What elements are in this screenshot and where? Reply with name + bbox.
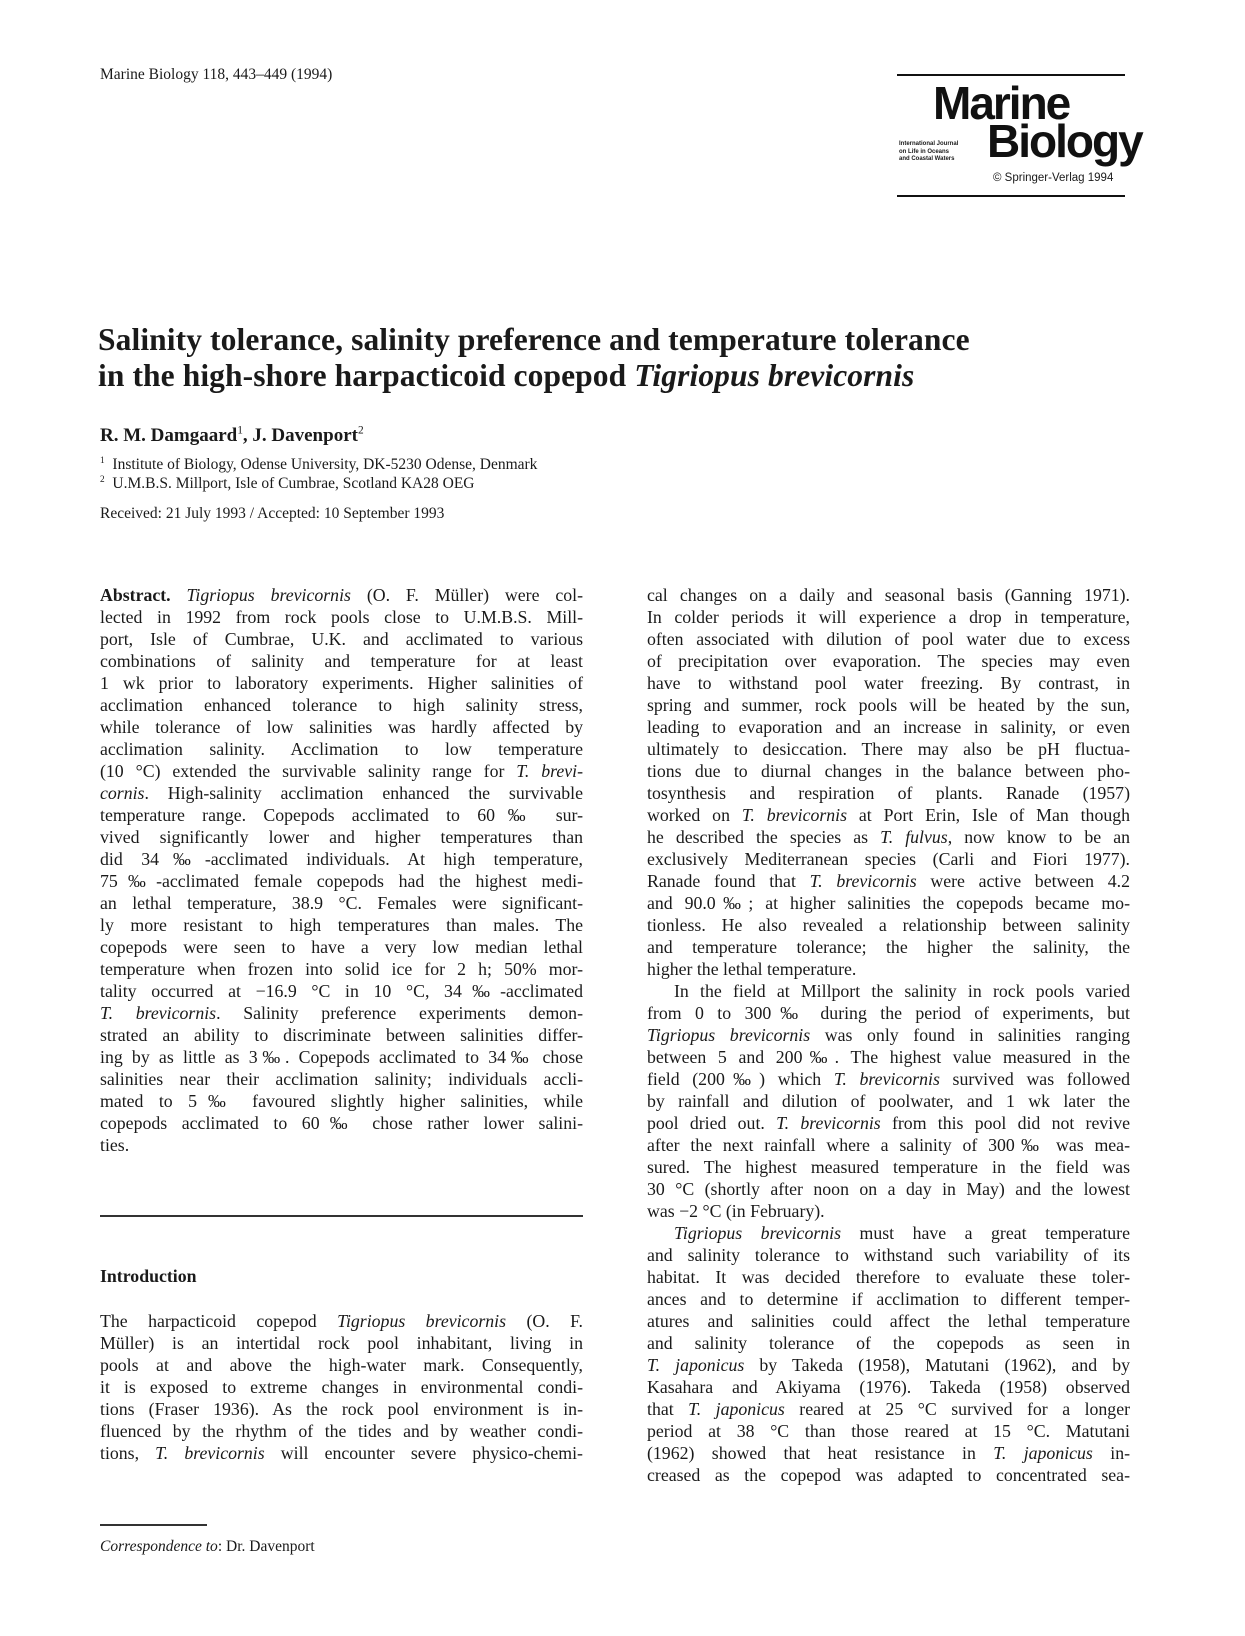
text-run: he described the species as	[647, 827, 881, 847]
text-line	[647, 826, 1130, 848]
text-line	[100, 760, 583, 782]
text-run: temperature when frozen into solid ice for 2 h; 50% mor-	[100, 959, 583, 979]
text-line	[100, 716, 583, 738]
logo-tagline-line: International Journal	[899, 141, 959, 147]
text-run: sured. The highest measured temperature in the field was	[647, 1157, 1130, 1177]
text-line	[100, 1420, 583, 1442]
author-list	[100, 425, 364, 447]
text-line	[647, 892, 1130, 914]
species-name: T. brevicornis	[155, 1443, 265, 1463]
text-line	[100, 826, 583, 848]
text-run: leading to evaporation and an increase in salinity, or even	[647, 717, 1130, 737]
text-run: In the field at Millport the salinity in rock pools varied	[674, 981, 1130, 1001]
text-run: from this pool did not revive	[880, 1113, 1130, 1133]
text-line	[100, 1134, 583, 1156]
author-affil-marker: 2	[357, 424, 364, 437]
text-line	[647, 1266, 1130, 1288]
text-run: ties.	[100, 1135, 130, 1155]
text-run: field (200‰) which	[647, 1069, 834, 1089]
text-line	[100, 892, 583, 914]
text-run: fluenced by the rhythm of the tides and by weather condi-	[100, 1421, 583, 1441]
text-line	[100, 584, 583, 606]
running-head: Marine Biology 118, 443–449 (1994)	[100, 66, 333, 83]
text-line	[647, 606, 1130, 628]
logo-tagline	[899, 141, 989, 164]
text-run: 1 wk prior to laboratory experiments. Higher salinities of	[100, 673, 583, 693]
text-run: was −2 °C (in February).	[647, 1201, 825, 1221]
text-line	[647, 584, 1130, 606]
text-run: salinities near their acclimation salinity; individuals accli-	[100, 1069, 583, 1089]
text-run: (10 °C) extended the survivable salinity range for	[100, 761, 517, 781]
affil-text: Institute of Biology, Odense University, DK-5230 Odense, Denmark	[112, 456, 538, 473]
text-run: pools at and above the high-water mark. Consequently,	[100, 1355, 583, 1375]
footnote-rule	[100, 1524, 207, 1526]
text-line	[647, 936, 1130, 958]
species-name: T. japonicus	[688, 1399, 785, 1419]
text-run: cal changes on a daily and seasonal basis (Ganning 1971).	[647, 585, 1130, 605]
text-line	[647, 1222, 1130, 1244]
text-run: of precipitation over evaporation. The species may even	[647, 651, 1130, 671]
text-line	[647, 1156, 1130, 1178]
text-line	[647, 782, 1130, 804]
text-run: Kasahara and Akiyama (1976). Takeda (1958) observed	[647, 1377, 1130, 1397]
abstract-label: Abstract.	[100, 585, 187, 605]
article-title	[98, 322, 970, 394]
title-line-2-text: in the high-shore harpacticoid copepod	[98, 358, 635, 393]
text-run: tions due to diurnal changes in the balance between pho-	[647, 761, 1130, 781]
affil-marker: 1	[100, 455, 105, 466]
text-run: reared at 25 °C survived for a longer	[784, 1399, 1131, 1419]
text-line	[647, 760, 1130, 782]
text-line	[100, 1090, 583, 1112]
text-run: lected in 1992 from rock pools close to U.M.B.S. Mill-	[100, 607, 583, 627]
text-run: and 90.0‰; at higher salinities the copepods became mo-	[647, 893, 1130, 913]
text-run: tions,	[100, 1443, 156, 1463]
text-line	[647, 1068, 1130, 1090]
text-line	[647, 804, 1130, 826]
text-line	[647, 958, 1130, 980]
text-line	[100, 650, 583, 672]
text-run: pool dried out.	[647, 1113, 777, 1133]
species-name: Tigriopus brevicornis	[674, 1223, 842, 1243]
logo-word-marine: Marine	[933, 77, 1070, 129]
logo-word-biology: Biology	[987, 115, 1142, 167]
received-accepted-dates: Received: 21 July 1993 / Accepted: 10 September 1993	[100, 505, 445, 522]
text-run: ly more resistant to high temperatures than males. The	[100, 915, 583, 935]
text-run: in-	[1092, 1443, 1131, 1463]
text-run: at Port Erin, Isle of Man though	[847, 805, 1131, 825]
title-species-name: Tigriopus brevicornis	[634, 358, 915, 393]
text-run: ing by as little as 3‰. Copepods acclimated to 34‰ chose	[100, 1047, 583, 1067]
text-run: that	[647, 1399, 689, 1419]
affil-marker: 2	[100, 474, 105, 485]
text-run: higher the lethal temperature.	[647, 959, 857, 979]
text-line	[647, 980, 1130, 1002]
text-run: acclimation enhanced tolerance to high salinity stress,	[100, 695, 583, 715]
text-run: have to withstand pool water freezing. By contrast, in	[647, 673, 1130, 693]
species-name: Tigriopus brevicornis	[186, 585, 351, 605]
text-line	[647, 1244, 1130, 1266]
logo-tagline-line: and Coastal Waters	[899, 156, 955, 162]
text-line	[100, 782, 583, 804]
text-line	[100, 1112, 583, 1134]
affiliations	[100, 455, 537, 493]
text-run: was only found in salinities ranging	[810, 1025, 1130, 1045]
text-run: port, Isle of Cumbrae, U.K. and acclimated to various	[100, 629, 583, 649]
text-run: ances and to determine if acclimation to different temper-	[647, 1289, 1130, 1309]
introduction-right-column	[647, 584, 1130, 1486]
title-line-2	[98, 358, 970, 394]
text-run: and salinity tolerance of the copepods as seen in	[647, 1333, 1130, 1353]
text-line	[647, 672, 1130, 694]
text-line	[100, 1046, 583, 1068]
text-run: 30 °C (shortly after noon on a day in May) and the lowest	[647, 1179, 1130, 1199]
text-line	[100, 672, 583, 694]
text-line	[100, 606, 583, 628]
species-name: T. brevicornis	[741, 805, 848, 825]
abstract-divider	[100, 1215, 583, 1217]
logo-top-rule	[897, 74, 1125, 76]
text-line	[100, 694, 583, 716]
text-run: atures and salinities could affect the lethal temperature	[647, 1311, 1130, 1331]
text-run: vived significantly lower and higher temperatures than	[100, 827, 583, 847]
species-name: Tigriopus brevicornis	[647, 1025, 811, 1045]
species-name: T. japonicus	[993, 1443, 1093, 1463]
text-run: habitat. It was decided therefore to evaluate these toler-	[647, 1267, 1130, 1287]
title-line-1: Salinity tolerance, salinity preference and temperature tolerance	[98, 322, 970, 357]
text-line	[647, 738, 1130, 760]
text-line	[100, 738, 583, 760]
author-separator: ,	[242, 425, 253, 446]
text-run: by rainfall and dilution of poolwater, and 1 wk later the	[647, 1091, 1130, 1111]
text-run: tions (Fraser 1936). As the rock pool environment is in-	[100, 1399, 583, 1419]
text-line	[647, 1464, 1130, 1486]
introduction-left-column	[100, 1310, 583, 1464]
journal-logo	[897, 74, 1142, 198]
text-line	[100, 1024, 583, 1046]
text-line	[647, 1354, 1130, 1376]
text-line	[100, 848, 583, 870]
text-run: 75‰-acclimated female copepods had the highest medi-	[100, 871, 583, 891]
species-name: cornis	[100, 783, 145, 803]
text-run: it is exposed to extreme changes in environmental condi-	[100, 1377, 583, 1397]
text-line	[647, 1310, 1130, 1332]
text-run: did 34‰-acclimated individuals. At high temperature,	[100, 849, 583, 869]
species-name: T. brevicornis	[809, 871, 917, 891]
text-run: were active between 4.2	[916, 871, 1130, 891]
text-run: creased as the copepod was adapted to concentrated sea-	[647, 1465, 1130, 1485]
text-run: copepods acclimated to 60‰ chose rather lower salini-	[100, 1113, 583, 1133]
text-run: worked on	[647, 805, 742, 825]
text-line	[647, 870, 1130, 892]
text-line	[100, 1332, 583, 1354]
text-line	[647, 1288, 1130, 1310]
logo-copyright: © Springer-Verlag 1994	[993, 172, 1114, 184]
text-line	[100, 870, 583, 892]
text-run: spring and summer, rock pools will be heated by the sun,	[647, 695, 1130, 715]
text-line	[647, 1090, 1130, 1112]
footnote-label: Correspondence to	[100, 1538, 218, 1555]
text-run: while tolerance of low salinities was hardly affected by	[100, 717, 583, 737]
text-run: tality occurred at −16.9 °C in 10 °C, 34‰-acclimated	[100, 981, 583, 1001]
text-run: between 5 and 200‰. The highest value measured in the	[647, 1047, 1130, 1067]
text-line	[100, 1376, 583, 1398]
text-line	[100, 958, 583, 980]
affiliation	[100, 474, 537, 493]
text-line	[100, 1398, 583, 1420]
text-run: acclimation salinity. Acclimation to low temperature	[100, 739, 583, 759]
abstract-block	[100, 584, 583, 1156]
text-line	[647, 1134, 1130, 1156]
text-line	[647, 914, 1130, 936]
text-line	[647, 694, 1130, 716]
text-run: an lethal temperature, 38.9 °C. Females were significant-	[100, 893, 583, 913]
text-line	[647, 1002, 1130, 1024]
text-run: (O. F.	[506, 1311, 583, 1331]
text-run: copepods were seen to have a very low median lethal	[100, 937, 583, 957]
text-line	[100, 1310, 583, 1332]
text-run: from 0 to 300‰ during the period of experiments, but	[647, 1003, 1130, 1023]
text-line	[647, 628, 1130, 650]
text-run: Ranade found that	[647, 871, 810, 891]
text-run: combinations of salinity and temperature for at least	[100, 651, 583, 671]
species-name: T. brevicornis	[833, 1069, 940, 1089]
text-line	[100, 804, 583, 826]
text-run: strated an ability to discriminate between salinities differ-	[100, 1025, 583, 1045]
author-affil-marker: 1	[237, 424, 243, 437]
text-line	[647, 1376, 1130, 1398]
text-run: period at 38 °C than those reared at 15 °C. Matutani	[647, 1421, 1130, 1441]
text-run: (O. F. Müller) were col-	[350, 585, 584, 605]
text-run: The harpacticoid copepod	[100, 1311, 338, 1331]
text-line	[647, 1398, 1130, 1420]
text-run: temperature range. Copepods acclimated to 60‰ sur-	[100, 805, 583, 825]
species-name: T. brevi-	[516, 761, 584, 781]
text-line	[647, 1112, 1130, 1134]
text-run: , now know to be an	[947, 827, 1130, 847]
text-run: exclusively Mediterranean species (Carli and Fiori 1977).	[647, 849, 1130, 869]
logo-bottom-rule	[897, 195, 1125, 197]
text-line	[100, 1354, 583, 1376]
text-run: and salinity tolerance to withstand such variability of its	[647, 1245, 1130, 1265]
species-name: T. brevicornis	[776, 1113, 881, 1133]
text-line	[100, 936, 583, 958]
affiliation	[100, 455, 537, 474]
text-run: mated to 5‰ favoured slightly higher salinities, while	[100, 1091, 583, 1111]
text-line	[647, 1024, 1130, 1046]
correspondence-footnote	[100, 1538, 315, 1556]
species-name: Tigriopus brevicornis	[337, 1311, 507, 1331]
text-run: often associated with dilution of pool water due to excess	[647, 629, 1130, 649]
text-line	[647, 1046, 1130, 1068]
text-line	[647, 1200, 1130, 1222]
text-run: (1962) showed that heat resistance in	[647, 1443, 994, 1463]
text-line	[100, 980, 583, 1002]
text-line	[647, 1442, 1130, 1464]
affil-text: U.M.B.S. Millport, Isle of Cumbrae, Scotland KA28 OEG	[112, 475, 475, 492]
text-line	[647, 1178, 1130, 1200]
logo-tagline-line: on Life in Oceans	[899, 148, 950, 155]
text-run: will encounter severe physico-chemi-	[264, 1443, 583, 1463]
text-line	[647, 848, 1130, 870]
text-run: . High-salinity acclimation enhanced the survivable	[144, 783, 583, 803]
text-run: Müller) is an intertidal rock pool inhabitant, living in	[100, 1333, 583, 1353]
author-name: J. Davenport	[252, 425, 358, 446]
text-line	[647, 650, 1130, 672]
text-run: and temperature tolerance; the higher the salinity, the	[647, 937, 1130, 957]
text-run: by Takeda (1958), Matutani (1962), and by	[744, 1355, 1130, 1375]
text-run: . Salinity preference experiments demon-	[216, 1003, 583, 1023]
footnote-text: : Dr. Davenport	[217, 1538, 315, 1555]
text-line	[647, 1420, 1130, 1442]
text-run: ultimately to desiccation. There may also be pH fluctua-	[647, 739, 1130, 759]
species-name: T. japonicus	[647, 1355, 745, 1375]
text-line	[647, 1332, 1130, 1354]
text-line	[647, 716, 1130, 738]
text-run: tionless. He also revealed a relationship between salinity	[647, 915, 1130, 935]
author-name: R. M. Damgaard	[100, 425, 238, 446]
text-line	[100, 628, 583, 650]
text-line	[100, 914, 583, 936]
text-line	[100, 1442, 583, 1464]
text-run: In colder periods it will experience a drop in temperature,	[647, 607, 1130, 627]
text-run: survived was followed	[939, 1069, 1131, 1089]
species-name: T. fulvus	[880, 827, 948, 847]
section-heading-introduction: Introduction	[100, 1266, 197, 1286]
text-line	[100, 1002, 583, 1024]
species-name: T. brevicornis	[100, 1003, 217, 1023]
text-run: tosynthesis and respiration of plants. Ranade (1957)	[647, 783, 1130, 803]
text-line	[100, 1068, 583, 1090]
text-run: must have a great temperature	[841, 1223, 1130, 1243]
text-run: after the next rainfall where a salinity of 300‰ was mea-	[647, 1135, 1130, 1155]
